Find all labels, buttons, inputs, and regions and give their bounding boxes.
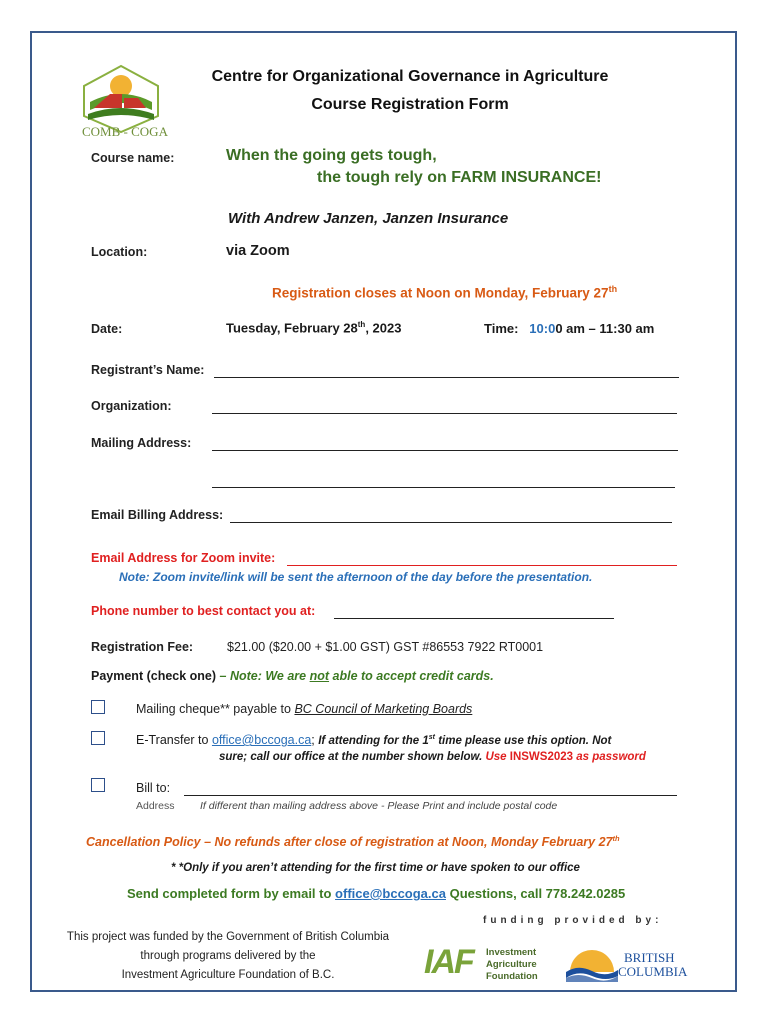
cancellation-sup: th xyxy=(612,834,620,843)
time-label: Time: xyxy=(484,321,519,336)
coga-logo xyxy=(80,64,168,139)
cheque-payee: BC Council of Marketing Boards xyxy=(294,702,473,716)
send-text-b: Questions, call 778.242.0285 xyxy=(445,886,626,901)
etransfer-as-password: as password xyxy=(573,751,646,763)
cancellation-note: * *Only if you aren’t attending for the first time or have spoken to our office xyxy=(171,862,580,874)
bill-to-hint: If different than mailing address above - Please Print and include postal code xyxy=(200,800,558,812)
etransfer-option xyxy=(136,733,611,747)
etransfer-note-2: time please use this option. Not xyxy=(435,735,612,747)
registration-fee-value: $21.00 ($20.00 + $1.00 GST) GST #86553 7922 RT0001 xyxy=(227,640,544,654)
registration-closes xyxy=(272,284,617,301)
registration-closes-text: Registration closes at Noon on Monday, February 27 xyxy=(272,285,609,301)
phone-field[interactable] xyxy=(334,618,614,619)
zoom-email-field[interactable] xyxy=(287,565,677,566)
bc-logo xyxy=(564,944,690,986)
cheque-text: Mailing cheque** payable to xyxy=(136,702,295,716)
course-name-label: Course name: xyxy=(91,151,175,165)
payment-heading xyxy=(91,669,494,683)
etransfer-option-line2 xyxy=(219,751,646,763)
etransfer-password: INSWS2023 xyxy=(509,751,574,763)
course-title-line2: the tough rely on FARM INSURANCE! xyxy=(317,169,602,186)
bill-to-label: Bill to: xyxy=(136,781,171,795)
funded-line-1: This project was funded by the Government of British Columbia xyxy=(66,931,390,943)
payment-note-not: not xyxy=(309,669,330,683)
cheque-checkbox[interactable] xyxy=(91,700,105,714)
cancellation-text: Cancellation Policy – No refunds after close of registration at Noon, Monday February 27 xyxy=(86,835,613,850)
registrant-name-label: Registrant’s Name: xyxy=(91,363,205,377)
location-value: via Zoom xyxy=(226,243,290,259)
iaf-line-2: Agriculture xyxy=(486,959,537,970)
send-email-link[interactable]: office@bccoga.ca xyxy=(335,886,446,901)
time-rest: 0 am – 11:30 am xyxy=(555,321,655,336)
zoom-email-label: Email Address for Zoom invite: xyxy=(91,551,276,565)
bill-to-checkbox[interactable] xyxy=(91,778,105,792)
zoom-note: Note: Zoom invite/link will be sent the afternoon of the day before the presentation. xyxy=(119,570,593,584)
org-name: Centre for Organizational Governance in Agriculture xyxy=(211,68,609,85)
registration-closes-sup: th xyxy=(608,284,618,294)
date-value-post: , 2023 xyxy=(365,320,402,336)
etransfer-note-3: sure; call our office at the number shown below. xyxy=(219,751,486,763)
mailing-address-field[interactable] xyxy=(212,450,678,451)
form-title: Course Registration Form xyxy=(311,96,509,113)
etransfer-text: E-Transfer to xyxy=(136,733,212,747)
course-title-line1: When the going gets tough, xyxy=(226,147,437,164)
etransfer-sep: ; xyxy=(311,733,319,747)
organization-label: Organization: xyxy=(91,399,172,413)
payment-note-b: able to accept credit cards. xyxy=(329,669,494,683)
payment-label: Payment (check one) xyxy=(91,669,217,683)
date-value xyxy=(226,320,401,335)
presenter: With Andrew Janzen, Janzen Insurance xyxy=(228,210,509,227)
iaf-mark: IAF xyxy=(424,943,473,981)
funded-text xyxy=(36,928,420,985)
organization-field[interactable] xyxy=(212,413,677,414)
payment-note-a: – Note: We are xyxy=(216,669,310,683)
bill-to-sub: Address xyxy=(136,800,175,812)
time-highlight: 10:0 xyxy=(529,321,556,336)
iaf-logo xyxy=(424,945,554,985)
etransfer-checkbox[interactable] xyxy=(91,731,105,745)
date-value-pre: Tuesday, February 28 xyxy=(226,320,358,336)
date-label: Date: xyxy=(91,322,123,336)
location-label: Location: xyxy=(91,245,148,259)
funded-line-3: Investment Agriculture Foundation of B.C. xyxy=(121,969,335,981)
etransfer-note-1: If attending for the 1 xyxy=(318,735,429,747)
cancellation-policy xyxy=(86,834,620,849)
bill-to-field[interactable] xyxy=(184,795,677,796)
etransfer-use: Use xyxy=(485,751,510,763)
email-billing-field[interactable] xyxy=(230,522,672,523)
send-instructions xyxy=(127,886,625,901)
registration-fee-label: Registration Fee: xyxy=(91,640,194,654)
time-value xyxy=(484,321,654,336)
etransfer-email-link[interactable]: office@bccoga.ca xyxy=(211,733,312,747)
mailing-address-field-2[interactable] xyxy=(212,487,675,488)
iaf-line-3: Foundation xyxy=(486,971,538,982)
cheque-option xyxy=(136,702,472,716)
bc-line-1: BRITISH xyxy=(624,950,675,965)
funded-line-2: through programs delivered by the xyxy=(140,950,316,962)
bc-sun-icon xyxy=(564,944,620,984)
registrant-name-field[interactable] xyxy=(214,377,679,378)
bc-line-2: COLUMBIA xyxy=(618,964,688,979)
iaf-line-1: Investment xyxy=(486,947,537,958)
email-billing-label: Email Billing Address: xyxy=(91,508,224,522)
mailing-address-label: Mailing Address: xyxy=(91,436,192,450)
logo-caption: COMB - COGA xyxy=(82,124,168,139)
etransfer-note-sup: st xyxy=(428,733,435,741)
funding-provided-by: funding provided by: xyxy=(483,915,663,926)
send-text-a: Send completed form by email to xyxy=(127,886,336,901)
phone-label: Phone number to best contact you at: xyxy=(91,604,316,618)
date-value-sup: th xyxy=(357,320,366,329)
